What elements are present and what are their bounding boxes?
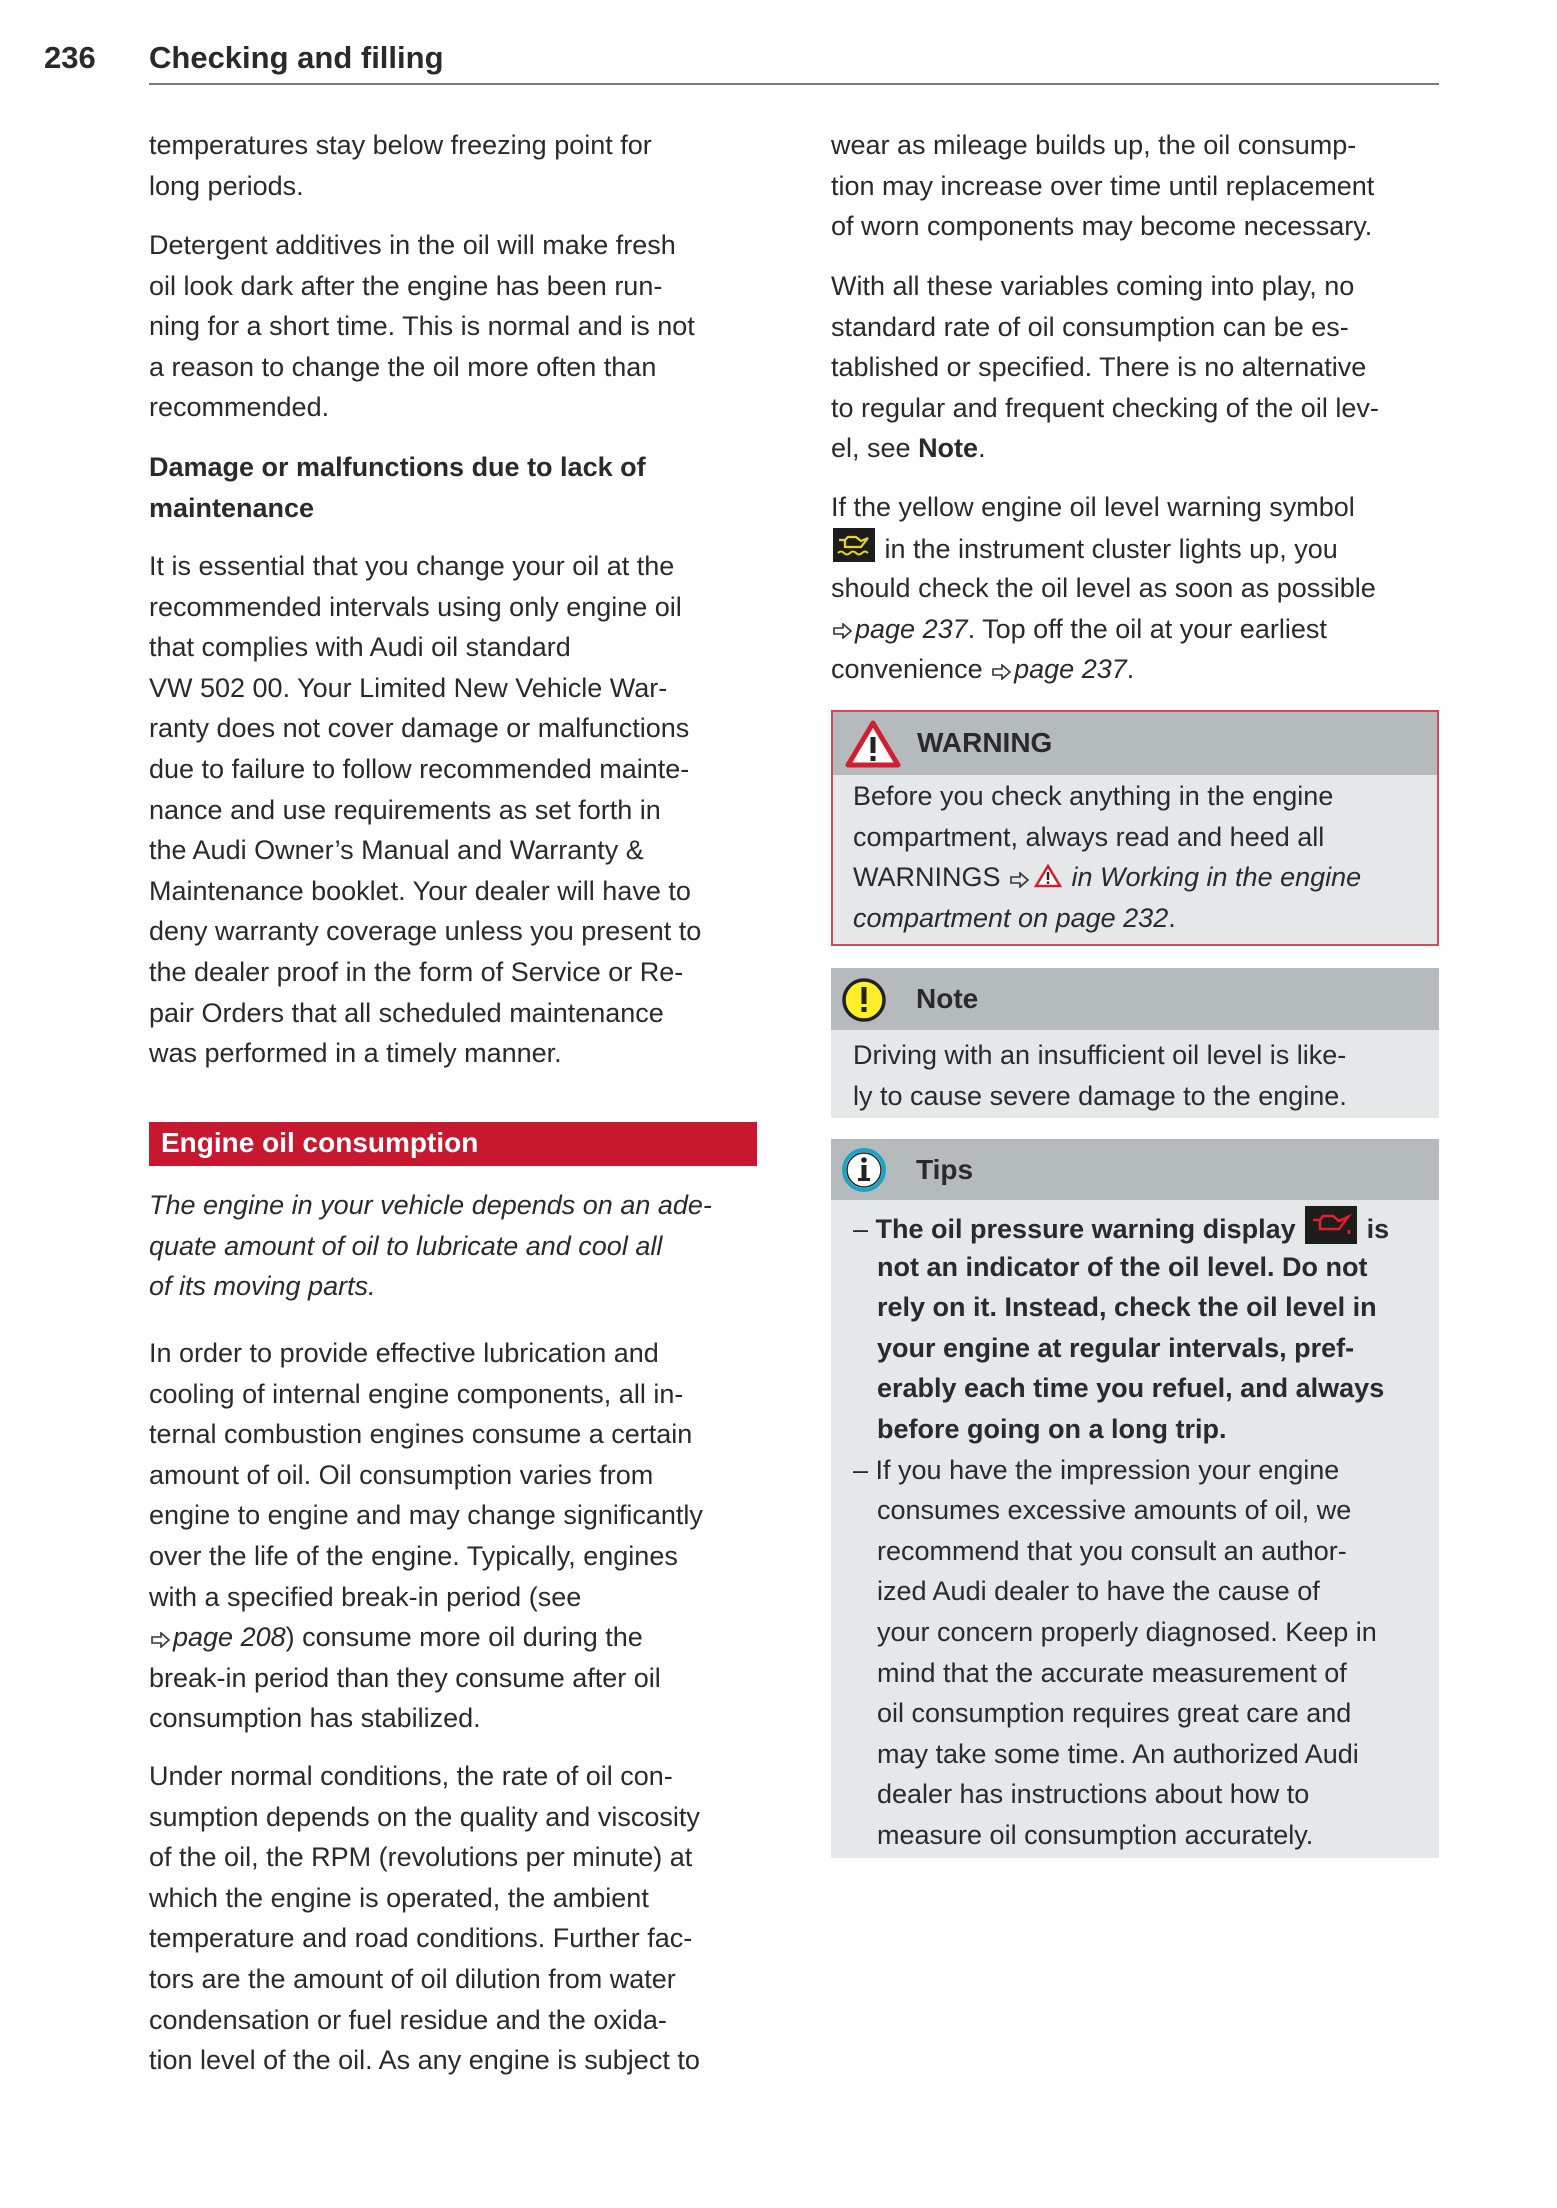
- text-line: [831, 528, 1376, 569]
- text-line: [853, 1076, 1347, 1117]
- text-line: [853, 1531, 1389, 1572]
- text-line: [149, 1756, 700, 1797]
- text-span: pair Orders that all scheduled maintenance: [149, 997, 664, 1028]
- text-span: page 208: [173, 1622, 286, 1653]
- text-span: consumes excessive amounts of oil, we: [877, 1495, 1352, 1526]
- paragraph-maintenance: [149, 546, 701, 1074]
- text-span: Note: [918, 433, 979, 464]
- text-span: rely on it. Instead, check the oil level in: [877, 1292, 1377, 1323]
- text-span: tion may increase over time until replacement: [831, 170, 1375, 201]
- text-span: should check the oil level as soon as possible: [831, 573, 1376, 604]
- text-line: [149, 1918, 700, 1959]
- text-span: wear as mileage builds up, the oil consump-: [831, 130, 1357, 160]
- text-span: .: [1168, 902, 1176, 933]
- text-line: [149, 1698, 703, 1739]
- text-line: [149, 488, 646, 529]
- text-line: [831, 347, 1379, 388]
- text-line: [149, 447, 646, 488]
- text-span: . Top off the oil at your earliest: [967, 613, 1327, 644]
- text-line: [853, 1450, 1389, 1491]
- text-span: the Audi Owner’s Manual and Warranty &: [149, 835, 644, 866]
- text-span: with a specified break-in period (see: [149, 1581, 582, 1612]
- text-line: [853, 776, 1361, 817]
- paragraph-wear: [831, 125, 1374, 247]
- text-line: [149, 627, 701, 668]
- text-line: [149, 911, 701, 952]
- text-line: [831, 125, 1374, 166]
- text-line: [831, 487, 1376, 528]
- text-span: in Working in the engine: [1064, 862, 1362, 893]
- note-header: [831, 968, 1439, 1030]
- paragraph-variables: [831, 266, 1379, 469]
- text-span: Maintenance booklet. Your dealer will have to: [149, 875, 691, 906]
- arrow-right-icon[interactable]: [1010, 859, 1030, 900]
- tips-box: [831, 1139, 1439, 1858]
- text-span: break-in period than they consume after oil: [149, 1662, 661, 1693]
- text-span: of the oil, the RPM (revolutions per minute) at: [149, 1842, 693, 1873]
- text-line: [853, 1035, 1347, 1076]
- text-span: due to failure to follow recommended mainte-: [149, 753, 690, 784]
- text-span: measure oil consumption accurately.: [877, 1819, 1314, 1850]
- header-rule: [149, 83, 1439, 85]
- text-span: the dealer proof in the form of Service or Re-: [149, 956, 684, 987]
- paragraph-detergent: [149, 225, 695, 428]
- text-line: [853, 1206, 1389, 1247]
- text-span: long periods.: [149, 170, 304, 201]
- tips-list: [853, 1206, 1389, 1856]
- text-line: [831, 307, 1379, 348]
- text-span: ly to cause severe damage to the engine.: [853, 1080, 1347, 1111]
- list-dash: –: [853, 1454, 876, 1485]
- text-line: [831, 568, 1376, 609]
- text-span: convenience: [831, 654, 991, 685]
- text-line: [149, 266, 695, 307]
- text-line: [149, 1658, 703, 1699]
- page-number: 236: [44, 40, 96, 75]
- text-line: [149, 749, 701, 790]
- text-span: deny warranty coverage unless you present to: [149, 916, 702, 947]
- text-span: of worn components may become necessary.: [831, 211, 1373, 242]
- text-span: With all these variables coming into play, no: [831, 271, 1355, 301]
- text-line: [149, 830, 701, 871]
- arrow-right-icon[interactable]: [833, 610, 853, 651]
- text-line: [149, 790, 701, 831]
- text-line: [853, 1571, 1389, 1612]
- text-line: [149, 166, 652, 207]
- paragraph-conditions: [149, 1756, 700, 2081]
- text-line: [853, 1653, 1389, 1694]
- arrow-right-icon[interactable]: [151, 1619, 171, 1660]
- text-span: If the yellow engine oil level warning symbol: [831, 492, 1355, 522]
- section-heading-bar: [149, 1122, 757, 1166]
- text-span: engine to engine and may change significantly: [149, 1500, 703, 1531]
- note-text: [853, 1035, 1347, 1116]
- text-span: over the life of the engine. Typically, engines: [149, 1540, 678, 1571]
- text-span: recommended intervals using only engine oil: [149, 591, 682, 622]
- text-line: [149, 2040, 700, 2081]
- text-span: tablished or specified. There is no alternative: [831, 352, 1367, 383]
- oil-level-yellow-icon: [833, 528, 875, 574]
- text-line: [853, 1693, 1389, 1734]
- text-span: Driving with an insufficient oil level is like-: [853, 1040, 1347, 1070]
- text-line: [853, 857, 1361, 898]
- text-span: standard rate of oil consumption can be es-: [831, 311, 1349, 342]
- text-span: In order to provide effective lubrication and: [149, 1338, 659, 1368]
- text-span: ranty does not cover damage or malfunctions: [149, 713, 690, 744]
- text-line: [853, 1612, 1389, 1653]
- text-span: nance and use requirements as set forth in: [149, 794, 661, 825]
- text-span: to regular and frequent checking of the oil lev-: [831, 392, 1379, 423]
- text-span: before going on a long trip.: [877, 1413, 1227, 1444]
- text-line: [149, 1374, 703, 1415]
- text-span: quate amount of oil to lubricate and cool all: [149, 1230, 663, 1261]
- text-line: [149, 1455, 703, 1496]
- warning-label: WARNING: [917, 727, 1053, 758]
- text-span: which the engine is operated, the ambient: [149, 1882, 649, 1913]
- text-line: [831, 428, 1379, 469]
- chapter-title: Checking and filling: [149, 40, 444, 75]
- text-line: [149, 1837, 700, 1878]
- exclamation-circle-icon: [841, 977, 887, 1023]
- text-span: Under normal conditions, the rate of oil con-: [149, 1761, 673, 1791]
- text-span: It is essential that you change your oil at the: [149, 551, 675, 581]
- text-span: ) consume more oil during the: [285, 1622, 643, 1653]
- text-span: Before you check anything in the engine: [853, 781, 1334, 811]
- text-line: [149, 225, 695, 266]
- warning-triangle-icon: [845, 720, 901, 768]
- arrow-right-icon[interactable]: [992, 651, 1012, 692]
- text-line: [149, 1185, 712, 1226]
- warning-box: [831, 710, 1439, 946]
- text-span: If you have the impression your engine: [875, 1454, 1340, 1485]
- section-title: Engine oil consumption: [161, 1127, 479, 1158]
- text-span: The oil pressure warning display: [875, 1213, 1304, 1244]
- text-span: consumption has stabilized.: [149, 1703, 481, 1734]
- text-span: page 237: [855, 613, 968, 644]
- tips-label: Tips: [916, 1154, 974, 1185]
- text-span: The engine in your vehicle depends on an ade-: [149, 1190, 712, 1220]
- text-line: [149, 125, 652, 166]
- section-intro: [149, 1185, 712, 1307]
- text-line: [149, 668, 701, 709]
- text-span: page 237: [1014, 654, 1127, 685]
- text-line: [149, 1495, 703, 1536]
- text-line: [149, 952, 701, 993]
- text-span: Damage or malfunctions due to lack of: [149, 452, 646, 482]
- text-line: [149, 1617, 703, 1658]
- text-line: [149, 708, 701, 749]
- text-span: ized Audi dealer to have the cause of: [877, 1576, 1320, 1607]
- text-span: tors are the amount of oil dilution from water: [149, 1963, 676, 1994]
- text-line: [831, 388, 1379, 429]
- warning-header: [833, 712, 1437, 775]
- text-span: was performed in a timely manner.: [149, 1038, 562, 1069]
- list-dash: –: [853, 1213, 876, 1244]
- text-span: ning for a short time. This is normal and is not: [149, 311, 695, 342]
- text-span: erably each time you refuel, and always: [877, 1373, 1385, 1404]
- text-line: [853, 1815, 1389, 1856]
- text-line: [853, 1247, 1389, 1288]
- text-span: ternal combustion engines consume a certain: [149, 1419, 693, 1450]
- text-line: [149, 1878, 700, 1919]
- text-line: [149, 1033, 701, 1074]
- info-circle-icon: [841, 1147, 887, 1193]
- text-span: maintenance: [149, 492, 315, 523]
- text-line: [149, 2000, 700, 2041]
- text-span: your engine at regular intervals, pref-: [877, 1332, 1355, 1363]
- text-line: [149, 1959, 700, 2000]
- text-line: [853, 1774, 1389, 1815]
- warning-triangle-icon: [1034, 859, 1062, 900]
- text-line: [149, 1536, 703, 1577]
- note-box: [831, 968, 1439, 1118]
- text-span: WARNINGS: [853, 862, 1008, 893]
- text-span: may take some time. An authorized Audi: [877, 1738, 1359, 1769]
- text-span: mind that the accurate measurement of: [877, 1657, 1347, 1688]
- text-span: oil look dark after the engine has been run-: [149, 270, 663, 301]
- text-line: [149, 306, 695, 347]
- paragraph-lubrication: [149, 1333, 703, 1739]
- text-line: [853, 1409, 1389, 1450]
- text-line: [149, 1266, 712, 1307]
- text-span: a reason to change the oil more often than: [149, 351, 657, 382]
- warning-text: [853, 776, 1361, 938]
- text-line: [149, 347, 695, 388]
- text-line: [853, 898, 1361, 939]
- text-span: .: [978, 433, 986, 464]
- text-span: that complies with Audi oil standard: [149, 632, 571, 663]
- text-span: temperature and road conditions. Further fac-: [149, 1923, 693, 1954]
- text-line: [149, 587, 701, 628]
- text-line: [149, 1226, 712, 1267]
- text-line: [853, 1328, 1389, 1369]
- text-span: is: [1359, 1213, 1390, 1244]
- text-span: dealer has instructions about how to: [877, 1779, 1310, 1810]
- text-line: [831, 206, 1374, 247]
- text-line: [149, 1414, 703, 1455]
- text-line: [853, 1734, 1389, 1775]
- text-span: your concern properly diagnosed. Keep in: [877, 1616, 1377, 1647]
- text-span: amount of oil. Oil consumption varies from: [149, 1459, 654, 1490]
- text-line: [853, 817, 1361, 858]
- text-line: [831, 166, 1374, 207]
- text-line: [853, 1368, 1389, 1409]
- text-line: [149, 1333, 703, 1374]
- text-span: oil consumption requires great care and: [877, 1698, 1352, 1729]
- text-span: in the instrument cluster lights up, you: [877, 533, 1338, 564]
- text-line: [149, 387, 695, 428]
- text-span: not an indicator of the oil level. Do not: [877, 1251, 1368, 1282]
- tips-header: [831, 1139, 1439, 1200]
- text-line: [853, 1490, 1389, 1531]
- text-span: el, see: [831, 433, 919, 464]
- text-line: [853, 1287, 1389, 1328]
- text-span: recommended.: [149, 392, 330, 423]
- paragraph-yellow-symbol: [831, 487, 1376, 690]
- text-span: temperatures stay below freezing point for: [149, 130, 652, 160]
- text-line: [149, 1797, 700, 1838]
- text-span: Detergent additives in the oil will make fresh: [149, 230, 676, 260]
- text-line: [149, 993, 701, 1034]
- text-span: recommend that you consult an author-: [877, 1535, 1347, 1566]
- text-span: cooling of internal engine components, all in-: [149, 1378, 684, 1409]
- text-line: [831, 609, 1376, 650]
- text-span: VW 502 00. Your Limited New Vehicle War-: [149, 672, 668, 703]
- note-label: Note: [916, 983, 979, 1014]
- text-span: compartment on page 232: [853, 902, 1169, 933]
- text-span: .: [1126, 654, 1135, 685]
- text-line: [149, 871, 701, 912]
- text-line: [149, 546, 701, 587]
- text-span: sumption depends on the quality and viscosity: [149, 1801, 700, 1832]
- text-line: [149, 1577, 703, 1618]
- subheading-damage: [149, 447, 646, 528]
- text-line: [831, 649, 1376, 690]
- text-span: tion level of the oil. As any engine is subject to: [149, 2045, 700, 2076]
- text-span: compartment, always read and heed all: [853, 821, 1325, 852]
- paragraph-freezing: [149, 125, 652, 206]
- text-span: of its moving parts.: [149, 1271, 376, 1302]
- text-line: [831, 266, 1379, 307]
- text-span: condensation or fuel residue and the oxida-: [149, 2004, 667, 2035]
